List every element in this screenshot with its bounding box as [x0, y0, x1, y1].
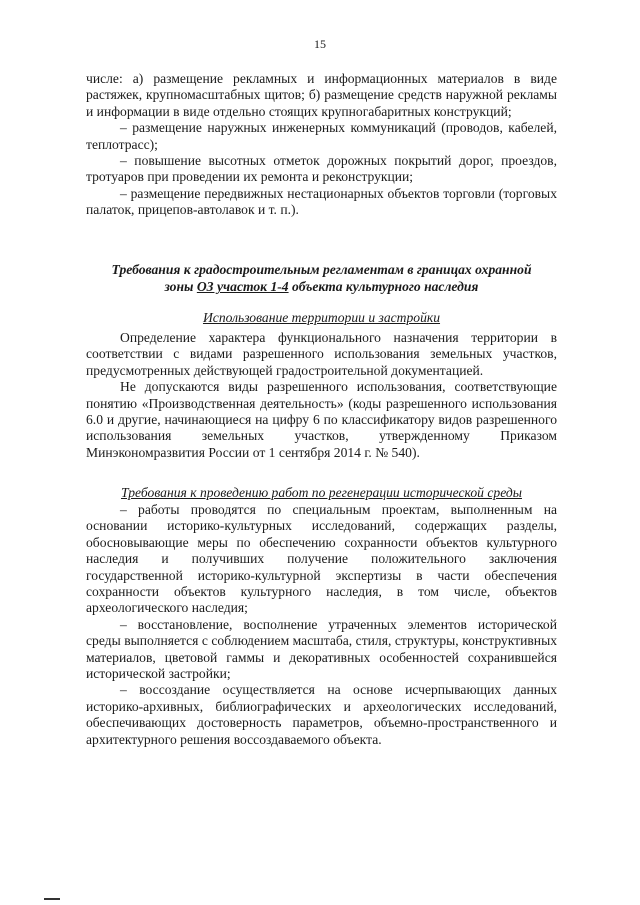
paragraph-prohibited-uses: Не допускаются виды разрешенного использования, соответствующие понятию «Производственная деятельность» (коды разрешенного использования 6.0 и другие, начинающиеся на цифру 6 по классификатору видов разрешенного использования земельных участков, утвержденному Приказом Минэкономразвития России от 1 сентября 2014 г. № 540).	[86, 379, 557, 460]
subheading-land-use: Использование территории и застройки	[202, 310, 441, 325]
list-item-engineering-communications: – размещение наружных инженерных коммуникаций (проводов, кабелей, теплотрасс);	[86, 120, 557, 152]
intro-list-block	[86, 71, 557, 219]
corner-mark	[44, 898, 60, 900]
regeneration-block	[86, 502, 557, 748]
section-heading-post: объекта культурного наследия	[288, 279, 479, 294]
list-item-road-elevation: – повышение высотных отметок дорожных покрытий дорог, проездов, тротуаров при проведении их ремонта и реконструкции;	[86, 153, 557, 185]
list-item-mobile-trade: – размещение передвижных нестационарных объектов торговли (торговых палаток, прицепов-автолавок и т. п.).	[86, 185, 557, 218]
subheading-regeneration: Требования к проведению работ по регенерации исторической среды	[121, 485, 522, 500]
section-heading-line1: Требования к градостроительным регламентам в границах охранной	[111, 262, 532, 277]
list-item-recreation: – воссоздание осуществляется на основе исчерпывающих данных историко-архивных, библиографических и археологических исследований, обеспечивающих достоверность параметров, объемно-пространственного и архитектурного решения воссоздаваемого объекта.	[86, 682, 557, 747]
paragraph-advertising: числе: а) размещение рекламных и информационных материалов в виде растяжек, крупномасштабных щитов; б) размещение средств наружной рекламы и информации в виде отдельно стоящих крупногабаритных конструкций;	[86, 71, 557, 119]
section-heading	[86, 261, 557, 295]
page-number: 15	[314, 37, 326, 51]
paragraph-functional-purpose: Определение характера функционального назначения территории в соответствии с видами разрешенного использования земельных участков, предусмотренных действующей градостроительной документацией.	[86, 330, 557, 378]
section-heading-line2	[86, 278, 557, 295]
list-item-special-projects: – работы проводятся по специальным проектам, выполненным на основании историко-культурных исследований, содержащих разделы, обосновывающие меры по обеспечению сохранности объектов культурного наследия и получивших получение положительного заключения государственной историко-культурной экспертизы в части обеспечения сохранности объектов культурного наследия, в том числе, объектов археологического наследия;	[86, 502, 557, 616]
zone-name: ОЗ участок 1-4	[196, 279, 289, 294]
land-use-block	[86, 330, 557, 461]
list-item-restoration: – восстановление, восполнение утраченных элементов исторической среды выполняется с соблюдением масштаба, стиля, структуры, конструктивных материалов, цветовой гаммы и декоративных особенностей сохранившейся исторической застройки;	[86, 616, 557, 682]
section-heading-pre: зоны	[164, 279, 197, 294]
